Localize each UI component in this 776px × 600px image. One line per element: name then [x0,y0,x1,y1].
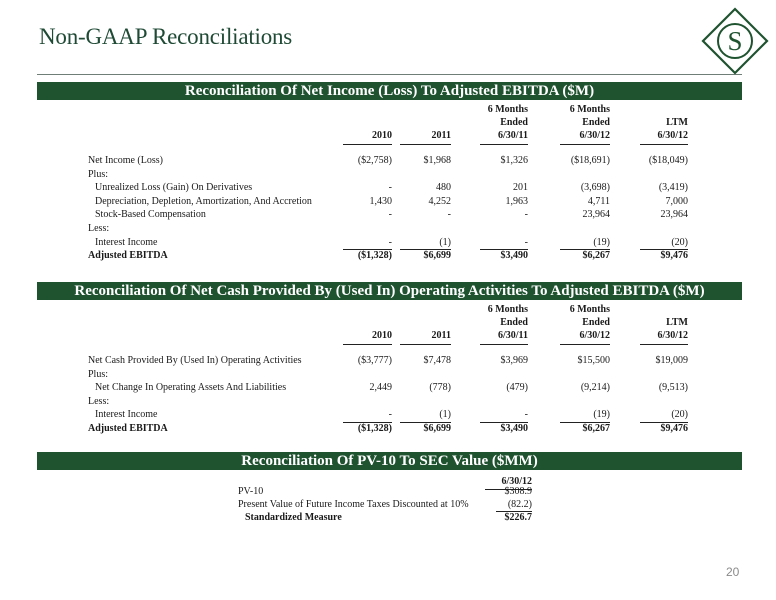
column-header-date: 2010 [372,130,392,141]
column-header-date: 6/30/11 [497,130,528,141]
column-header-date: 6/30/11 [497,330,528,341]
column-header-date: 6/30/12 [657,330,688,341]
row-label: Interest Income [95,409,158,421]
column-header-underline [640,144,688,145]
row-value: 2,449 [369,382,392,394]
row-value: - [388,236,392,248]
column-header-line2: Ended [500,317,528,328]
row-label: Plus: [88,168,109,180]
row-value: (9,513) [658,382,688,394]
title-divider [37,74,742,75]
row-label: Net Cash Provided By (Used In) Operating Activities [88,355,302,366]
row-value: $9,476 [660,250,688,262]
section2-banner: Reconciliation Of Net Cash Provided By (Used In) Operating Activities To Adjusted EBITDA ($M) [37,282,742,300]
row-value: ($18,691) [570,155,610,166]
row-value: 23,964 [660,209,688,221]
row-value: - [524,409,528,421]
row-value: $3,969 [500,355,528,366]
row-value: 7,000 [665,195,688,207]
row-value: $3,490 [500,423,528,434]
column-header-date: 6/30/12 [657,130,688,141]
column-header-date: 2011 [431,130,451,141]
row-value: 1,430 [369,195,392,207]
row-value: (9,214) [580,382,610,394]
column-header-underline [480,144,528,145]
row-value: (20) [671,409,688,421]
row-value: $19,009 [655,355,688,366]
column-header-underline [480,344,528,345]
column-header-date: 6/30/12 [579,130,610,141]
column-header-underline [400,344,451,345]
row-value: - [524,209,528,221]
column-header-line1: 6 Months [569,104,610,115]
row-value: (19) [593,236,610,248]
row-value: - [388,409,392,421]
row-label: Less: [88,223,110,234]
section1-banner: Reconciliation Of Net Income (Loss) To Adjusted EBITDA ($M) [37,82,742,100]
row-value: ($2,758) [357,155,392,166]
column-header-line1: 6 Months [487,104,528,115]
company-logo [700,6,770,76]
row-label: Stock-Based Compensation [95,209,206,221]
column-header-date: 2010 [372,330,392,341]
row-value: $1,968 [423,155,451,166]
row-label: Plus: [88,368,109,380]
row-label: Unrealized Loss (Gain) On Derivatives [95,182,253,194]
column-header-line2: Ended [582,317,610,328]
column-header-line1: 6 Months [487,304,528,315]
column-header-underline [560,144,610,145]
row-value: ($1,328) [357,250,392,262]
row-value: $6,699 [423,423,451,434]
row-value: $226.7 [504,512,532,523]
column-header-line2: LTM [666,317,688,328]
row-label: PV-10 [238,486,264,497]
row-label: Interest Income [95,236,158,248]
row-value: $7,478 [423,355,451,366]
row-value: $6,267 [582,423,610,434]
column-header-date: 2011 [431,330,451,341]
row-label: Less: [88,395,110,407]
row-label: Net Change In Operating Assets And Liabilities [95,382,287,394]
column-header-underline [343,344,392,345]
row-value: - [388,209,392,221]
column-header-line2: Ended [500,117,528,128]
row-value: $3,490 [500,250,528,262]
column-header-line1: 6 Months [569,304,610,315]
row-label: Present Value of Future Income Taxes Discounted at 10% [238,499,469,510]
row-value: (479) [506,382,528,394]
row-value: $6,699 [423,250,451,262]
column-header-line2: LTM [666,117,688,128]
row-label: Net Income (Loss) [88,155,163,166]
row-value: 4,252 [428,195,451,207]
row-value: $9,476 [660,423,688,434]
row-value: $308.9 [504,486,532,497]
row-label: Standardized Measure [245,512,342,523]
row-value: $15,500 [577,355,610,366]
row-value: $1,326 [500,155,528,166]
page-title: Non-GAAP Reconciliations [39,24,293,49]
column-header-underline [343,144,392,145]
row-label: Adjusted EBITDA [88,250,168,262]
row-value: 4,711 [587,195,610,207]
row-value: 480 [436,182,451,194]
column-header-underline [560,344,610,345]
column-header-line2: Ended [582,117,610,128]
row-value: $6,267 [582,250,610,262]
row-value: ($1,328) [357,423,392,434]
section3-banner: Reconciliation Of PV-10 To SEC Value ($MM) [37,452,742,470]
column-header-underline [640,344,688,345]
row-value: 201 [513,182,528,194]
row-value: (19) [593,409,610,421]
page-number: 20 [726,565,740,579]
logo-letter: S [727,26,743,56]
row-value: (82.2) [507,499,532,510]
column-header-date: 6/30/12 [579,330,610,341]
row-value: (1) [439,409,451,421]
subtotal-underline [496,511,532,512]
row-value: ($18,049) [648,155,688,166]
column-header-date: 6/30/12 [501,476,532,487]
row-value: (778) [429,382,451,394]
row-value: (3,698) [580,182,610,194]
row-label: Adjusted EBITDA [88,423,168,434]
column-header-underline [400,144,451,145]
row-value: 1,963 [505,195,528,207]
row-value: 23,964 [582,209,610,221]
row-label: Depreciation, Depletion, Amortization, And Accretion [95,195,312,207]
row-value: - [388,182,392,194]
row-value: (3,419) [658,182,688,194]
row-value: (20) [671,236,688,248]
row-value: - [524,236,528,248]
row-value: - [447,209,451,221]
row-value: ($3,777) [357,355,392,366]
row-value: (1) [439,236,451,248]
